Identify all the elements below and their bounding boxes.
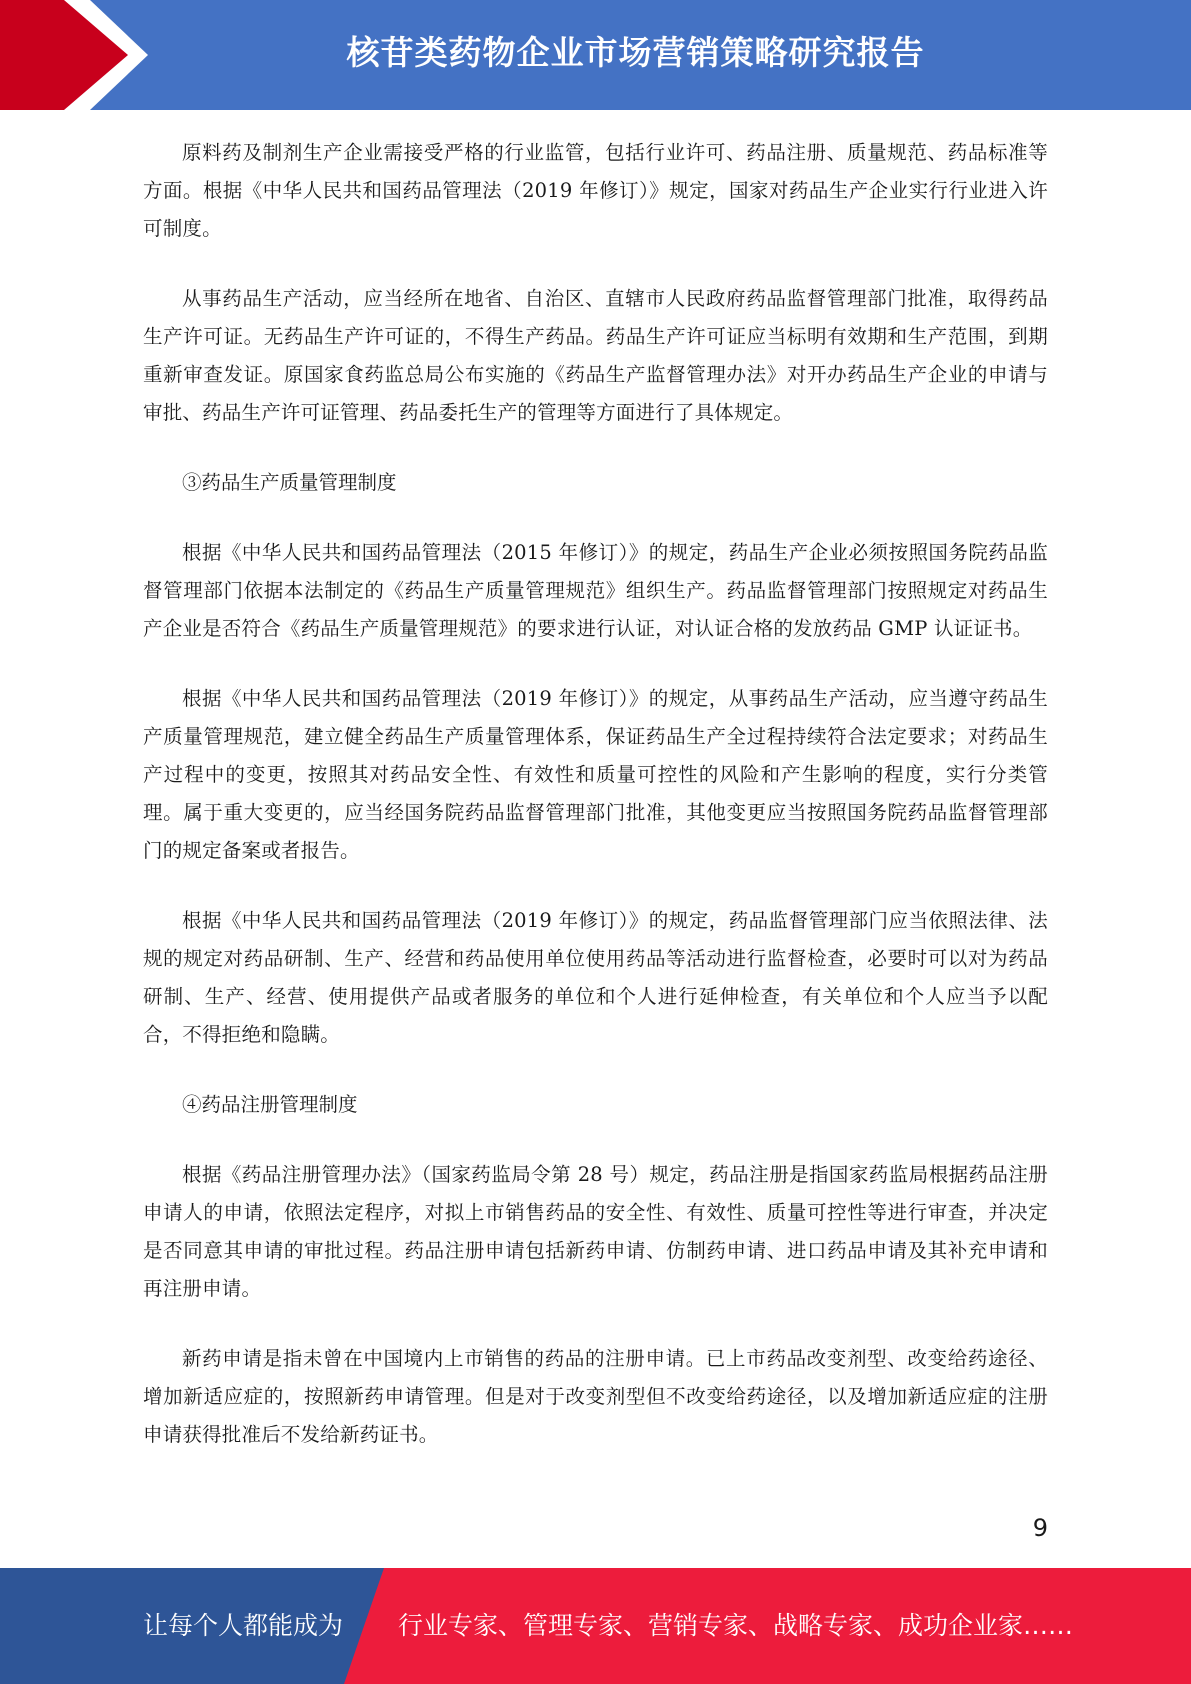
section-heading: ④药品注册管理制度	[182, 1093, 358, 1116]
paragraph: 根据《中华人民共和国药品管理法（2015 年修订）》的规定，药品生产企业必须按照国务院药品监督管理部门依据本法制定的《药品生产质量管理规范》组织生产。药品监督管理部门按照规定对药品生产企业是否符合《药品生产质量管理规范》的要求进行认证，对认证合格的发放药品 GMP 认证证书。	[143, 541, 1048, 640]
footer-slogan-left: 让每个人都能成为	[143, 1611, 344, 1640]
section-heading: ③药品生产质量管理制度	[182, 471, 397, 494]
page-header	[0, 0, 1191, 110]
paragraph: 根据《中华人民共和国药品管理法（2019 年修订）》的规定，从事药品生产活动，应当遵守药品生产质量管理规范，建立健全药品生产质量管理体系，保证药品生产全过程持续符合法定要求；对药品生产过程中的变更，按照其对药品安全性、有效性和质量可控性的风险和产生影响的程度，实行分类管理。属于重大变更的，应当经国务院药品监督管理部门批准，其他变更应当按照国务院药品监督管理部门的规定备案或者报告。	[143, 687, 1048, 862]
page-footer	[0, 1568, 1191, 1684]
paragraph: 根据《药品注册管理办法》（国家药监局令第 28 号）规定，药品注册是指国家药监局根据药品注册申请人的申请，依照法定程序，对拟上市销售药品的安全性、有效性、质量可控性等进行审查，并决定是否同意其申请的审批过程。药品注册申请包括新药申请、仿制药申请、进口药品申请及其补充申请和再注册申请。	[143, 1163, 1048, 1300]
paragraph: 根据《中华人民共和国药品管理法（2019 年修订）》的规定，药品监督管理部门应当依照法律、法规的规定对药品研制、生产、经营和药品使用单位使用药品等活动进行监督检查，必要时可以对为药品研制、生产、经营、使用提供产品或者服务的单位和个人进行延伸检查，有关单位和个人应当予以配合，不得拒绝和隐瞒。	[143, 909, 1048, 1046]
footer-slogan-right: 行业专家、管理专家、营销专家、战略专家、成功企业家……	[398, 1611, 1074, 1640]
paragraph: 原料药及制剂生产企业需接受严格的行业监管，包括行业许可、药品注册、质量规范、药品标准等方面。根据《中华人民共和国药品管理法（2019 年修订）》规定，国家对药品生产企业实行行业进入许可制度。	[143, 141, 1048, 240]
report-title: 核苷类药物企业市场营销策略研究报告	[346, 33, 925, 72]
document-body	[143, 134, 1048, 1486]
header-arrow-decoration	[0, 0, 160, 110]
page-number: 9	[1032, 1514, 1048, 1542]
paragraph: 从事药品生产活动，应当经所在地省、自治区、直辖市人民政府药品监督管理部门批准，取得药品生产许可证。无药品生产许可证的，不得生产药品。药品生产许可证应当标明有效期和生产范围，到期重新审查发证。原国家食药监总局公布实施的《药品生产监督管理办法》对开办药品生产企业的申请与审批、药品生产许可证管理、药品委托生产的管理等方面进行了具体规定。	[143, 287, 1048, 424]
paragraph: 新药申请是指未曾在中国境内上市销售的药品的注册申请。已上市药品改变剂型、改变给药途径、增加新适应症的，按照新药申请管理。但是对于改变剂型但不改变给药途径，以及增加新适应症的注册申请获得批准后不发给新药证书。	[143, 1347, 1048, 1446]
